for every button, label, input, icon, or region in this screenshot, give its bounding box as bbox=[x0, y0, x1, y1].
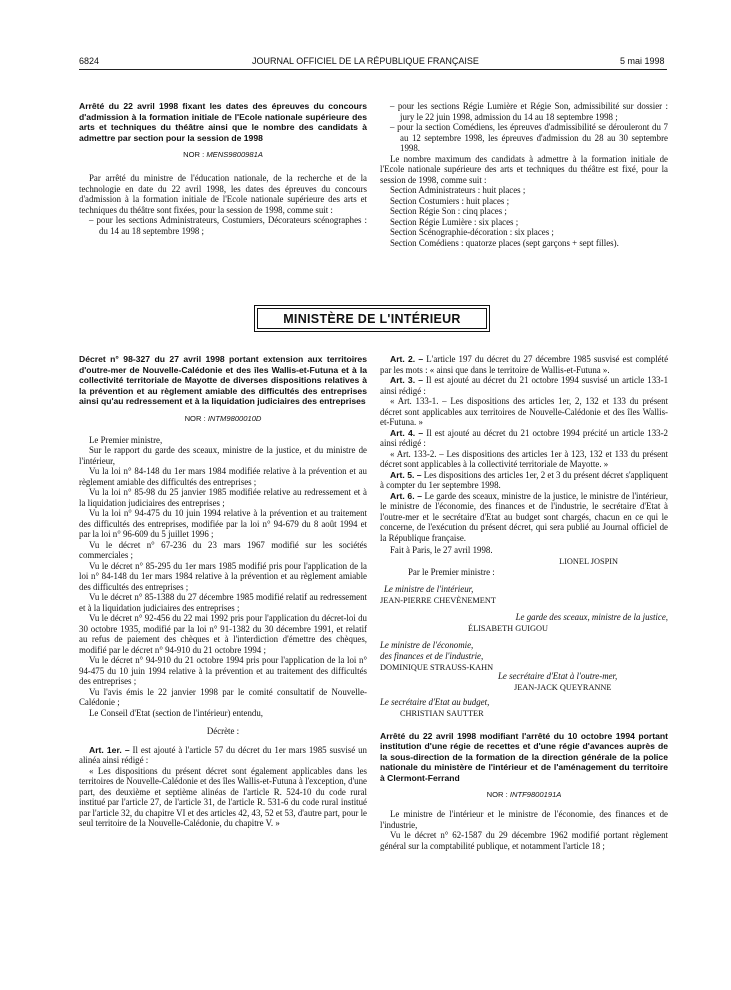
premier-ministre: Le Premier ministre, bbox=[89, 434, 163, 445]
article-4 bbox=[380, 428, 668, 449]
visa: Vu la loi n° 84-148 du 1er mars 1984 modifiée relative à la prévention et au règlement amiable des difficultés des entreprises ; bbox=[79, 466, 367, 487]
article-label: Art. 4. – bbox=[390, 427, 424, 438]
decrete: Décrète : bbox=[206, 726, 240, 736]
visa: Vu le décret n° 67-236 du 23 mars 1967 modifié sur les sociétés commerciales ; bbox=[79, 539, 367, 560]
nor-value: MENS9800981A bbox=[206, 150, 263, 159]
sig-role: Le secrétaire d'Etat à l'outre-mer, bbox=[498, 670, 618, 681]
arrete-regie-title: Arrêté du 22 avril 1998 modifiant l'arrêté du 10 octobre 1994 portant institution d'une régie de recettes et d'une régie d'avances auprès de la sous-direction de la formation de la direction générale de la police nationale du ministère de l'intérieur et de l'aménagement du territoire à Clermont-Ferrand bbox=[380, 730, 668, 783]
sig-role: Le secrétaire d'Etat au budget, bbox=[380, 696, 490, 707]
nor-line bbox=[380, 790, 668, 799]
sig-role: des finances et de l'industrie, bbox=[380, 650, 484, 661]
sig-role: Le ministre de l'économie, bbox=[380, 639, 474, 650]
nor-line bbox=[79, 150, 367, 159]
visa: Le Conseil d'Etat (section de l'intérieur) entendu, bbox=[89, 707, 263, 718]
article-label: Art. 3. – bbox=[390, 375, 424, 385]
nor-value: INTF9800191A bbox=[509, 790, 562, 799]
arrete-regie-intro: Le ministre de l'intérieur et le ministre de l'économie, des finances et de l'industrie, bbox=[380, 809, 668, 830]
par-premier-ministre: Par le Premier ministre : bbox=[408, 566, 495, 577]
arrete-concours-title: Arrêté du 22 avril 1998 fixant les dates des épreuves du concours d'admission à la formation initiale de l'Ecole nationale supérieure des arts et techniques du théâtre ainsi que le nombre des candidats à admettre par section pour la session de 1998 bbox=[79, 101, 367, 143]
visa: Vu le décret n° 94-910 du 21 octobre 1994 pris pour l'application de la loi n° 94-475 du 10 juin 1994 relative à la prévention et au traitement des difficultés des entreprises ; bbox=[79, 655, 367, 686]
article-3 bbox=[380, 375, 668, 396]
nor-line bbox=[79, 414, 367, 423]
article-4-quote: « Art. 133-2. – Les dispositions des articles 1er à 123, 132 et 133 du présent décret sont applicables à la collectivité territoriale de Mayotte. » bbox=[380, 448, 668, 469]
article-text: Il est ajouté au décret du 21 octobre 1994 susvisé un article 133-1 ainsi rédigé : bbox=[380, 375, 669, 396]
decree-continued bbox=[380, 354, 668, 851]
article-3-quote: « Art. 133-1. – Les dispositions des articles 1er, 2, 132 et 133 du présent décret sont applicables aux territoires de Nouvelle-Calédonie et des îles Wallis-et-Futuna. » bbox=[380, 396, 668, 427]
sig-name: DOMINIQUE STRAUSS-KAHN bbox=[380, 662, 494, 672]
dates-item: – pour les sections Régie Lumière et Régie Son, admissibilité sur dossier : jury le 22 juin 1998, admission du 14 au 18 septembre 1998 ; bbox=[390, 101, 668, 122]
section-line: Section Administrateurs : huit places ; bbox=[390, 185, 526, 195]
article-text: Les dispositions des articles 1er, 2 et 3 du présent décret s'appliquent à compter du 1er septembre 1998. bbox=[380, 469, 669, 490]
decree-block bbox=[79, 354, 367, 829]
section-line: Section Comédiens : quatorze places (sept garçons + sept filles). bbox=[390, 237, 619, 248]
sig-role: Le garde des sceaux, ministre de la justice, bbox=[515, 611, 668, 622]
fait-a-paris: Fait à Paris, le 27 avril 1998. bbox=[390, 545, 493, 555]
arrete-regie-visa: Vu le décret n° 62-1587 du 29 décembre 1962 modifié portant règlement général sur la comptabilité publique, et notamment l'article 18 ; bbox=[380, 830, 668, 851]
section-line: Section Costumiers : huit places ; bbox=[390, 195, 510, 206]
header-rule bbox=[79, 69, 667, 70]
article-text: L'article 197 du décret du 27 décembre 1985 susvisé est complété par les mots : « ainsi que dans le territoire de Wallis-et-Futuna ». bbox=[380, 354, 669, 375]
visa: Vu la loi n° 85-98 du 25 janvier 1985 modifiée relative au redressement et à la liquidation judiciaires des entreprises ; bbox=[79, 487, 367, 508]
article-text: Il est ajouté à l'article 57 du décret du 1er mars 1985 susvisé un alinéa ainsi rédigé : bbox=[79, 744, 367, 765]
visa: Vu le décret n° 85-295 du 1er mars 1985 modifié pris pour l'application de la loi n° 84-148 du 1er mars 1984 relative à la prévention et au règlement amiable des difficultés des entreprises ; bbox=[79, 560, 367, 592]
article-text: Il est ajouté au décret du 21 octobre 1994 précité un article 133-2 ainsi rédigé : bbox=[380, 427, 668, 448]
visa: Vu le décret n° 85-1388 du 27 décembre 1985 modifié relatif au redressement et à la liquidation judiciaires des entreprises ; bbox=[79, 592, 367, 613]
sig-role: Le ministre de l'intérieur, bbox=[384, 583, 474, 594]
journal-title: JOURNAL OFFICIEL DE LA RÉPUBLIQUE FRANÇAISE bbox=[252, 56, 479, 66]
nor-value: INTM9800010D bbox=[207, 413, 262, 423]
candidates-intro: Le nombre maximum des candidats à admettre à la formation initiale de l'Ecole nationale supérieure des arts et techniques du théâtre est fixé, pour la session de 1998, comme suit : bbox=[380, 153, 668, 185]
article-label: Art. 2. – bbox=[390, 354, 424, 364]
issue-date: 5 mai 1998 bbox=[620, 56, 665, 66]
decree-title: Décret n° 98-327 du 27 avril 1998 portant extension aux territoires d'outre-mer de Nouvelle-Calédonie et des îles Wallis-et-Futuna et à la collectivité territoriale de Mayotte de diverses dispositions relatives à la prévention et au règlement amiable des difficultés des entreprises ainsi qu'au redressement et à la liquidation judiciaires des entreprises bbox=[79, 354, 367, 406]
section-line: Section Régie Lumière : six places ; bbox=[390, 216, 519, 227]
arrete-concours-block bbox=[79, 101, 367, 236]
visa: Sur le rapport du garde des sceaux, ministre de la justice, et du ministre de l'intérieur, bbox=[79, 445, 367, 466]
sig-name: CHRISTIAN SAUTTER bbox=[400, 708, 484, 718]
nor-label: NOR : bbox=[183, 150, 205, 159]
article-6 bbox=[380, 491, 668, 544]
article-label: Art. 5. – bbox=[390, 469, 422, 480]
visa: Vu la loi n° 94-475 du 10 juin 1994 relative à la prévention et au traitement des difficultés des entreprises, modifiée par la loi n° 94-679 du 8 août 1994 et par la loi n° 96-609 du 5 juillet 1996 ; bbox=[79, 508, 367, 539]
dates-item: – pour la section Comédiens, les épreuves d'admissibilité se dérouleront du 7 au 12 septembre 1998, les épreuves d'admission du 28 au 30 septembre 1998. bbox=[390, 122, 668, 153]
signature-premier: LIONEL JOSPIN bbox=[559, 556, 618, 566]
ministry-title: MINISTÈRE DE L'INTÉRIEUR bbox=[283, 311, 461, 326]
article-2 bbox=[380, 354, 668, 375]
dates-item: – pour les sections Administrateurs, Costumiers, Décorateurs scénographes : du 14 au 18 septembre 1998 ; bbox=[89, 215, 367, 236]
sig-name: JEAN-JACK QUEYRANNE bbox=[514, 682, 612, 692]
nor-label: NOR : bbox=[486, 790, 508, 799]
nor-label: NOR : bbox=[184, 413, 206, 423]
article-1 bbox=[79, 745, 367, 766]
sig-name: JEAN-PIERRE CHEVÈNEMENT bbox=[380, 595, 496, 605]
article-5 bbox=[380, 470, 668, 491]
section-line: Section Scénographie-décoration : six places ; bbox=[390, 227, 554, 237]
article-1-quote: « Les dispositions du présent décret sont également applicables dans les territoires de Nouvelle-Calédonie et des îles Wallis-et-Futuna à l'exception, d'une part, des deuxième et septième alinéas de l'article R. 524-10 du code rural institué par l'article 27, de l'article 31, de l'article R. 531-6 du code rural institué par l'article 32, du chapitre VI et des articles 42, 43, 52 et 53, d'autre part, pour le seul territoire de la Nouvelle-Calédonie, du chapitre V. » bbox=[79, 765, 367, 828]
article-label: Art. 6. – bbox=[390, 490, 423, 501]
sig-name: ÉLISABETH GUIGOU bbox=[468, 623, 548, 633]
arrete-concours-intro: Par arrêté du ministre de l'éducation nationale, de la recherche et de la technologie en date du 22 avril 1998, les dates des épreuves du concours d'admission à la formation initiale de l'Ecole nationale supérieure des arts et techniques du théâtre sont fixées, pour la session de 1998, comme suit : bbox=[79, 173, 367, 215]
arrete-concours-continued bbox=[380, 101, 668, 248]
page-number: 6824 bbox=[79, 56, 100, 66]
section-line: Section Régie Son : cinq places ; bbox=[390, 206, 507, 216]
article-label: Art. 1er. – bbox=[89, 744, 130, 755]
ministry-banner bbox=[254, 305, 490, 332]
visa: Vu l'avis émis le 22 janvier 1998 par le comité consultatif de Nouvelle-Calédonie ; bbox=[79, 686, 367, 707]
visa: Vu le décret n° 92-456 du 22 mai 1992 pris pour l'application du décret-loi du 30 octobre 1935, modifié par la loi n° 91-1382 du 30 décembre 1991, et relatif au refus de paiement des chèques et à l'interdiction d'émettre des chèques, modifié par le décret n° 94-910 du 21 octobre 1994 ; bbox=[79, 613, 367, 655]
article-text: Le garde des sceaux, ministre de la justice, le ministre de l'intérieur, le ministre de l'économie, des finances et de l'industrie, le secrétaire d'Etat à l'outre-mer et le secrétaire d'Etat au budget sont chargés, chacun en ce qui le concerne, de l'exécution du présent décret, qui sera publié au Journal officiel de la République française. bbox=[380, 490, 668, 543]
